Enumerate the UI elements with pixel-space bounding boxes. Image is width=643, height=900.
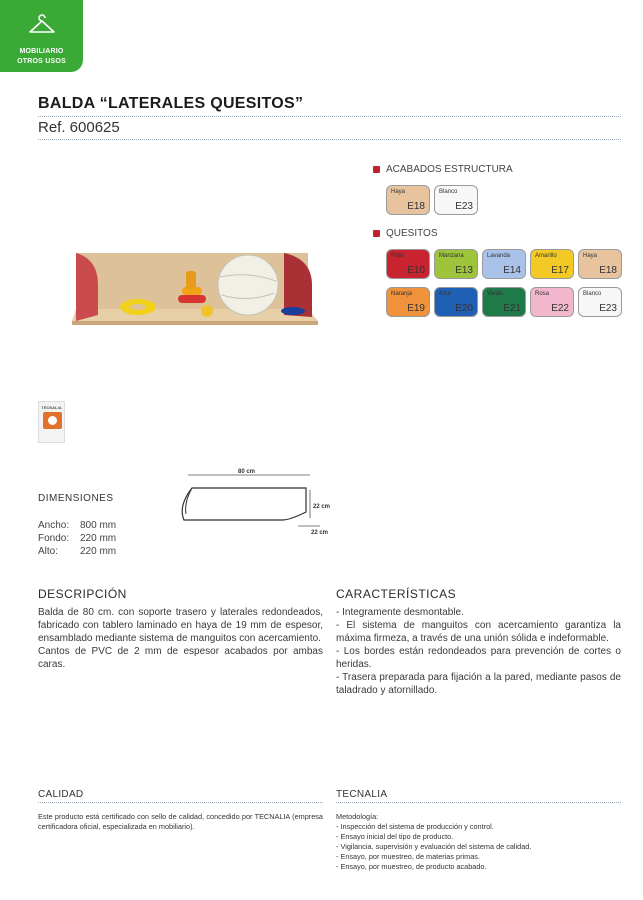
- swatch-code: E21: [503, 303, 521, 314]
- dimension-row: Ancho: 800 mm: [38, 520, 117, 531]
- swatch-code: E19: [407, 303, 425, 314]
- swatch-name: Azul: [439, 291, 451, 297]
- swatch-name: Naranja: [391, 291, 413, 297]
- swatch-name: Verde: [487, 291, 503, 297]
- section-label-quesitos: QUESITOS: [373, 228, 438, 239]
- descripcion-heading: DESCRIPCIÓN: [38, 587, 127, 601]
- tecnalia-certification-logo: TECNALIA: [38, 401, 65, 443]
- descripcion-text: [38, 606, 323, 671]
- tecnalia-item: - Inspección del sistema de producción y control.: [336, 822, 494, 831]
- bullet-icon: [373, 230, 380, 237]
- caracteristicas-list: [336, 606, 621, 697]
- width-label: 80 cm: [238, 469, 256, 475]
- color-swatch: [386, 185, 430, 215]
- height-label: 22 cm: [313, 504, 331, 510]
- divider: [38, 139, 621, 140]
- color-swatch: [434, 249, 478, 279]
- descripcion-paragraph: Balda de 80 cm. con soporte trasero y laterales redondeados, fabricado con tablero laminado en haya de 19 mm de espesor, ensamblado mediante sistema de manguitos con acercamiento.: [38, 607, 323, 644]
- swatch-code: E20: [455, 303, 473, 314]
- tecnalia-item: - Ensayo, por muestreo, de producto acabado.: [336, 862, 487, 871]
- caracteristica-item: - Integramente desmontable.: [336, 607, 464, 618]
- calidad-text: Este producto está certificado con sello de calidad, concedido por TECNALIA (empresa certificadora oficial, especializada en mobiliario).: [38, 812, 323, 831]
- swatch-name: Haya: [391, 189, 406, 195]
- tecnalia-heading: TECNALIA: [336, 789, 388, 800]
- tecnalia-list: [336, 812, 621, 872]
- tecnalia-item: - Ensayo inicial del tipo de producto.: [336, 832, 454, 841]
- swatch-name: Blanco: [583, 291, 602, 297]
- swatch-name: Rosa: [535, 291, 550, 297]
- product-title: BALDA “LATERALES QUESITOS”: [38, 95, 304, 112]
- swatch-code: E14: [503, 265, 521, 276]
- dimension-drawing: [170, 466, 340, 538]
- swatch-name: Manzana: [439, 253, 464, 259]
- color-swatch: [386, 287, 430, 317]
- tecnalia-item: - Ensayo, por muestreo, de materias primas.: [336, 852, 480, 861]
- swatch-name: Blanco: [439, 189, 458, 195]
- swatch-name: Amarillo: [535, 253, 557, 259]
- depth-label: 22 cm: [311, 530, 329, 536]
- swatch-code: E23: [455, 201, 473, 212]
- caracteristicas-heading: CARACTERÍSTICAS: [336, 587, 457, 601]
- divider: [38, 802, 323, 803]
- product-ref: Ref. 600625: [38, 119, 120, 136]
- caracteristica-item: - Trasera preparada para fijación a la pared, mediante pasos de taladrado y atornillado.: [336, 672, 621, 696]
- certification-mark-icon: [43, 412, 62, 429]
- dimension-row: Fondo: 220 mm: [38, 533, 117, 544]
- swatch-code: E10: [407, 265, 425, 276]
- caracteristica-item: - Los bordes están redondeados para prevención de cortes o heridas.: [336, 646, 621, 670]
- calidad-heading: CALIDAD: [38, 789, 84, 800]
- color-swatch: [482, 287, 526, 317]
- badge-line-2: OTROS USOS: [17, 58, 66, 65]
- color-swatch: [386, 249, 430, 279]
- product-image: [68, 245, 320, 327]
- swatch-name: Rojo: [391, 253, 404, 259]
- color-swatch: [530, 249, 574, 279]
- swatch-name: Haya: [583, 253, 598, 259]
- tecnalia-item: - Vigilancia, supervisión y evaluación del sistema de calidad.: [336, 842, 532, 851]
- bullet-icon: [373, 166, 380, 173]
- swatch-code: E17: [551, 265, 569, 276]
- color-swatch: [434, 185, 478, 215]
- swatch-code: E18: [407, 201, 425, 212]
- badge-line-1: MOBILIARIO: [19, 48, 64, 55]
- color-swatch: [434, 287, 478, 317]
- color-swatch: [578, 249, 622, 279]
- color-swatch: [530, 287, 574, 317]
- divider: [38, 116, 621, 117]
- swatch-code: E22: [551, 303, 569, 314]
- dimensions-heading: DIMENSIONES: [38, 493, 114, 504]
- divider: [336, 802, 621, 803]
- swatch-name: Lavanda: [487, 253, 511, 259]
- color-swatch: [578, 287, 622, 317]
- section-label-structure: ACABADOS ESTRUCTURA: [373, 164, 513, 175]
- hanger-icon: [27, 14, 57, 40]
- caracteristica-item: - El sistema de manguitos con acercamiento garantiza la máxima firmeza, a través de una unión sólida e indeformable.: [336, 620, 621, 644]
- swatch-code: E18: [599, 265, 617, 276]
- swatch-code: E13: [455, 265, 473, 276]
- dimension-row: Alto: 220 mm: [38, 546, 117, 557]
- tecnalia-intro: Metodología:: [336, 812, 379, 821]
- color-swatch: [482, 249, 526, 279]
- swatch-code: E23: [599, 303, 617, 314]
- category-badge: [0, 0, 83, 72]
- descripcion-paragraph: Cantos de PVC de 2 mm de espesor acabados por ambas caras.: [38, 646, 323, 670]
